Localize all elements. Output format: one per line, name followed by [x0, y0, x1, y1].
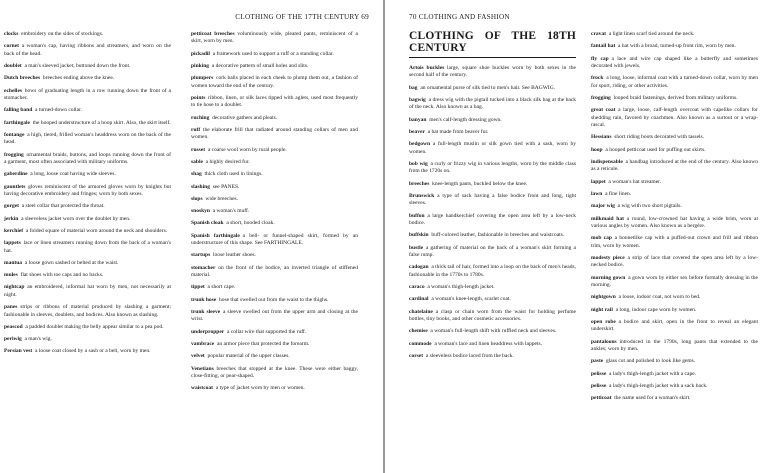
glossary-entry — [591, 75, 758, 90]
glossary-term: frogging — [4, 151, 24, 158]
glossary-entry — [4, 348, 171, 355]
glossary-definition: an armor piece that protected the forearm. — [216, 341, 310, 348]
glossary-term: banyan — [409, 116, 427, 123]
glossary-definition: ribbon, linen, or silk laces tipped with aglets, used most frequently to tie hose to a doublet. — [191, 95, 358, 109]
glossary-entry — [4, 304, 171, 319]
glossary-column — [4, 31, 171, 361]
glossary-definition: a gathering of material on the back of a woman's skirt forming a false rump. — [409, 244, 576, 259]
glossary-term: commode — [409, 340, 432, 347]
right-page — [385, 0, 768, 473]
glossary-definition: a handbag introduced at the end of the century. Also known as a reticule. — [591, 159, 758, 173]
glossary-definition: ornamental braids, buttons, and loops running down the front of a garment, most often associated with military uniforms. — [4, 151, 171, 165]
glossary-entry — [409, 193, 576, 208]
glossary-entry — [191, 51, 358, 58]
glossary-entry — [591, 179, 758, 186]
glossary-entry — [4, 216, 171, 223]
glossary-definition: a round, low-crowned hat having a wide brim, worn at various angles by women. Also known as a bergère. — [591, 215, 758, 229]
glossary-definition: bows of graduating length in a row running down the front of a stomacher. — [4, 87, 171, 101]
glossary-entry — [191, 31, 358, 46]
glossary-entry — [4, 324, 171, 331]
glossary-definition: buff-colored leather, fashionable in breeches and waistcoats. — [431, 232, 565, 239]
glossary-definition: thick cloth used in linings. — [204, 171, 263, 178]
glossary-term: modesty piece — [591, 255, 625, 261]
running-head: 70 CLOTHING AND FASHION — [409, 13, 510, 21]
glossary-term: cadogan — [409, 264, 429, 271]
glossary-term: bob wig — [409, 161, 428, 167]
glossary-entry — [191, 329, 358, 336]
glossary-definition: the name used for a woman's skirt. — [614, 395, 691, 402]
glossary-term: buffskin — [409, 232, 429, 239]
glossary-term: tippet — [191, 284, 205, 291]
glossary-entry — [191, 309, 358, 324]
glossary-entry — [191, 171, 358, 178]
glossary-definition: a woman's lace and linen headdress with lappets. — [434, 340, 542, 347]
glossary-term: echelles — [4, 87, 23, 94]
glossary-term: breeches — [409, 180, 430, 187]
glossary-entry — [191, 284, 358, 291]
glossary-definition: the hooped understructure of a hoop skirt. Also, the skirt itself. — [32, 119, 171, 126]
glossary-definition: a decorative pattern of small holes and slits. — [211, 63, 309, 69]
glossary-column — [591, 31, 758, 408]
glossary-entry — [191, 341, 358, 348]
glossary-definition: a gown worn by either sex before formally dressing in the morning. — [591, 274, 758, 289]
glossary-definition: loose leather shoes. — [213, 252, 256, 259]
glossary-entry — [591, 159, 758, 174]
glossary-definition: a clasp or chain worn from the waist for holding perfume bottles, tiny books, and other cosmetic accessories. — [409, 308, 576, 323]
glossary-term: bedgown — [409, 141, 431, 148]
glossary-definition: a sleeve swelled out from the upper arm and closing at the wrist. — [191, 309, 358, 323]
glossary-entry — [591, 203, 758, 210]
glossary-entry — [591, 235, 758, 250]
glossary-entry — [191, 196, 358, 203]
glossary-definition: an ornamental purse of silk tied to men's hair. See BAGWIG. — [420, 84, 556, 91]
glossary-definition: knee-length pants, buckled below the knee. — [432, 180, 528, 187]
glossary-entry — [191, 159, 358, 166]
glossary-definition: a lady's thigh-length jacket with a cape. — [609, 370, 697, 377]
glossary-definition: a loose coat closed by a sash or a belt, worn by men. — [35, 348, 151, 355]
glossary-entry — [409, 284, 576, 291]
glossary-definition: see PANES. — [212, 183, 240, 190]
glossary-term: kerchief — [4, 227, 24, 234]
glossary-definition: a bodice and skirt, open in the front to reveal an elegant underskirt. — [591, 319, 759, 333]
glossary-term: farthingale — [4, 119, 30, 126]
glossary-entry — [4, 171, 171, 178]
glossary-definition: hose that swelled out from the waist to the thighs. — [218, 296, 329, 303]
glossary-entry — [409, 328, 576, 335]
glossary-entry — [191, 353, 358, 360]
glossary-definition: a sleeveless bodice laced from the back. — [425, 353, 514, 359]
glossary-term: pinking — [191, 63, 210, 69]
glossary-definition: a padded doublet making the belly appear similar to a pea pod. — [25, 323, 164, 330]
glossary-entry — [409, 117, 576, 124]
glossary-entry — [409, 296, 576, 303]
glossary-term: Persian vest — [4, 348, 33, 355]
glossary-term: clocks — [4, 31, 19, 37]
glossary-term: gauntlets — [4, 183, 26, 190]
glossary-term: Venetians — [191, 365, 214, 372]
glossary-entry — [191, 265, 358, 280]
glossary-entry — [591, 383, 758, 390]
glossary-entry — [409, 264, 576, 279]
glossary-term: doublet — [4, 63, 22, 69]
glossary-term: ruff — [191, 127, 201, 133]
glossary-entry — [4, 107, 171, 114]
glossary-entry — [4, 88, 171, 103]
glossary-definition: a bonnetlike cap with a puffed-out crown and frill and ribbon trim, worn by women. — [591, 235, 758, 249]
glossary-definition: popular material of the upper classes. — [207, 353, 290, 360]
glossary-definition: a turned-down collar. — [35, 107, 82, 114]
glossary-definition: a full-length muslin or silk gown tied with a sash, worn by women. — [409, 141, 576, 155]
glossary-entry — [591, 107, 758, 129]
glossary-entry — [191, 297, 358, 304]
glossary-entry — [591, 255, 758, 270]
glossary-definition: wide breeches. — [205, 195, 239, 202]
glossary-definition: embroidery on the sides of stockings. — [21, 31, 104, 37]
glossary-definition: a woman's thigh-length jacket. — [427, 284, 495, 291]
glossary-entry — [4, 260, 171, 267]
glossary-definition: a hat with a broad, turned-up front rim, worn by men. — [618, 43, 736, 50]
glossary-entry — [409, 309, 576, 324]
glossary-entry — [591, 147, 758, 154]
glossary-definition: a woman's knee-length, scarlet coat. — [431, 296, 511, 303]
glossary-entry — [409, 161, 576, 176]
glossary-entry — [591, 319, 758, 334]
glossary-term: milkmaid hat — [591, 215, 624, 222]
entry-list — [409, 65, 576, 360]
glossary-term: chatelaine — [409, 308, 433, 315]
glossary-term: great coat — [591, 107, 616, 114]
glossary-definition: a type of sack having a false bodice front and long, tight sleeves. — [409, 193, 576, 207]
running-head: CLOTHING OF THE 17TH CENTURY 69 — [235, 13, 369, 21]
glossary-term: russet — [191, 146, 206, 153]
glossary-term: fontange — [4, 131, 25, 138]
glossary-definition: cork balls placed in each cheek to plump them out, a fashion of women toward the end of the century. — [191, 75, 358, 89]
glossary-definition: a man's wig. — [24, 336, 52, 343]
glossary-term: pelisse — [591, 370, 607, 377]
glossary-entry — [4, 284, 171, 299]
glossary-term: lappet — [591, 178, 606, 185]
glossary-entry — [409, 141, 576, 156]
glossary-definition: breeches ending above the knee. — [42, 75, 115, 82]
glossary-entry — [591, 216, 758, 231]
glossary-entry — [591, 31, 758, 38]
glossary-entry — [4, 132, 171, 147]
glossary-entry — [4, 228, 171, 235]
glossary-definition: a long, loose coat having wide sleeves. — [30, 171, 116, 178]
glossary-entry — [409, 181, 576, 188]
glossary-entry — [409, 232, 576, 239]
glossary-term: Dutch breeches — [4, 75, 41, 82]
glossary-definition: an embroidered, informal hat worn by men, not necessarily at night. — [4, 284, 171, 298]
glossary-term: gaberdine — [4, 171, 28, 178]
glossary-definition: a coarse wool worn by rural people. — [207, 146, 287, 153]
glossary-definition: a lady's thigh-length jacket with a sack back. — [609, 383, 708, 389]
glossary-entry — [591, 339, 758, 354]
glossary-entry — [4, 43, 171, 58]
glossary-entry — [591, 294, 758, 301]
glossary-entry — [191, 63, 358, 70]
glossary-term: bustle — [409, 244, 424, 251]
left-page — [0, 0, 383, 473]
glossary-definition: a long, indoor cape worn by women. — [615, 306, 697, 313]
glossary-term: falling band — [4, 107, 33, 114]
glossary-term: gorget — [4, 203, 19, 210]
glossary-term: velvet — [191, 353, 205, 360]
glossary-entry — [191, 115, 358, 122]
glossary-term: slashing — [191, 183, 210, 190]
glossary-term: Spanish cloak — [191, 220, 224, 227]
glossary-entry — [409, 341, 576, 348]
glossary-entry — [191, 147, 358, 154]
glossary-definition: a dress wig with the pigtail tucked into a black silk bag at the back of the neck. Also known as a bag. — [409, 97, 576, 111]
glossary-term: vambrace — [191, 341, 215, 348]
glossary-term: fantail hat — [591, 43, 616, 50]
glossary-column — [409, 31, 576, 365]
glossary-definition: men's calf-length dressing gown. — [429, 116, 502, 123]
glossary-entry — [191, 75, 358, 90]
glossary-definition: a folded square of material worn around the neck and shoulders. — [25, 227, 168, 234]
glossary-term: bag — [409, 84, 418, 91]
glossary-term: pickadil — [191, 50, 210, 57]
glossary-term: cravat — [591, 31, 606, 37]
glossary-definition: a fine linen. — [605, 191, 632, 197]
glossary-term: underpropper — [191, 328, 225, 335]
glossary-definition: on the front of the bodice, an inverted triangle of stiffened material. — [191, 264, 358, 279]
glossary-definition: looped braid fastenings, derived from military uniforms. — [613, 95, 738, 101]
glossary-entry — [591, 358, 758, 365]
glossary-entry — [591, 56, 758, 71]
glossary-entry — [4, 120, 171, 127]
glossary-definition: a framework used to support a ruff or a standing collar. — [212, 50, 334, 57]
glossary-definition: a loose gown sashed or belted at the waist. — [24, 259, 119, 266]
glossary-term: Artois buckles — [409, 65, 445, 71]
glossary-term: ruching — [191, 114, 210, 121]
glossary-term: mob cap — [591, 235, 612, 242]
glossary-definition: the elaborate frill that radiated around standing collars of men and women. — [191, 127, 358, 141]
glossary-definition: a lace and wire cap shaped like a butterfly and sometimes decorated with jewels. — [591, 55, 758, 69]
glossary-term: panes — [4, 304, 18, 311]
glossary-term: caraco — [409, 284, 425, 291]
glossary-entry — [4, 31, 171, 38]
glossary-term: plumpers — [191, 75, 214, 82]
glossary-entry — [4, 336, 171, 343]
glossary-term: pelisse — [591, 383, 607, 389]
glossary-term: lappets — [4, 240, 21, 247]
glossary-definition: glass cut and polished to look like gems. — [605, 358, 696, 365]
glossary-term: cardinal — [409, 296, 429, 303]
glossary-entry — [409, 129, 576, 136]
glossary-term: corset — [409, 353, 424, 359]
glossary-term: Brunswick — [409, 193, 435, 199]
glossary-term: buffon — [409, 212, 425, 219]
glossary-definition: a short, hooded cloak. — [226, 220, 275, 227]
glossary-term: frogging — [591, 95, 611, 101]
glossary-definition: a hat made from beaver fur. — [427, 129, 489, 135]
glossary-definition: a strip of lace that covered the open area left by a low-necked bodice. — [591, 255, 758, 269]
glossary-entry — [4, 272, 171, 279]
glossary-entry — [4, 63, 171, 70]
glossary-term: shag — [191, 171, 202, 178]
glossary-entry — [191, 252, 358, 259]
glossary-term: mantua — [4, 259, 23, 266]
glossary-definition: a long, loose, informal coat with a turned-down collar, worn by men for sport, riding, or other activities. — [591, 75, 758, 89]
glossary-term: lawn — [591, 191, 603, 197]
glossary-term: jerkin — [4, 215, 19, 222]
glossary-definition: flat shoes with toe caps and no backs. — [20, 272, 104, 279]
glossary-definition: a curly or frizzy wig in various lengths, worn by the middle class from the 1720s on. — [409, 161, 576, 175]
glossary-term: slops — [191, 195, 203, 202]
glossary-term: beaver — [409, 129, 425, 135]
glossary-term: indispensable — [591, 159, 623, 165]
glossary-definition: large, square shoe buckles worn by both sexes in the second half of the century. — [409, 65, 577, 79]
glossary-term: Hessians — [591, 134, 612, 141]
glossary-term: open robe — [591, 319, 616, 325]
glossary-definition: lace or linen streamers running down from the back of a woman's hat. — [4, 240, 171, 254]
glossary-term: chemise — [409, 328, 428, 335]
glossary-term: snoskyn — [191, 208, 210, 215]
glossary-entry — [191, 233, 358, 248]
glossary-term: mules — [4, 272, 18, 279]
glossary-definition: short riding boots decorated with tassels. — [614, 134, 705, 141]
glossary-term: fly cap — [591, 55, 609, 62]
glossary-term: periwig — [4, 336, 22, 343]
glossary-term: trunk hose — [191, 296, 217, 303]
glossary-entry — [191, 208, 358, 215]
glossary-definition: a woman's hat streamer. — [608, 178, 662, 185]
glossary-definition: a steel collar that protected the throat. — [21, 203, 105, 210]
glossary-entry — [591, 95, 758, 102]
glossary-entry — [4, 152, 171, 167]
glossary-definition: a loose, indoor coat, not worn to bed. — [618, 294, 701, 301]
glossary-entry — [191, 95, 358, 110]
glossary-entry — [191, 220, 358, 227]
glossary-term: nightgown — [591, 294, 616, 301]
glossary-definition: a collar wire that supported the ruff. — [226, 328, 307, 335]
glossary-column — [191, 31, 358, 398]
glossary-term: waistcoat — [191, 385, 213, 392]
glossary-term: paste — [591, 358, 604, 365]
glossary-definition: breeches that stopped at the knee. These were either baggy, close-fitting, or pear-shaped. — [191, 365, 358, 380]
glossary-definition: a sleeveless jacket worn over the doublet by men. — [21, 215, 131, 222]
glossary-definition: a bell- or funnel-shaped skirt, formed by an understructure of this shape. See FARTHINGALE. — [191, 232, 358, 247]
glossary-entry — [591, 43, 758, 50]
glossary-term: startups — [191, 252, 211, 259]
glossary-entry — [591, 371, 758, 378]
glossary-definition: a thick tail of hair, formed into a loop on the back of men's heads, fashionable in the 1770s to 1780s. — [409, 264, 576, 278]
glossary-definition: a woman's muff. — [212, 208, 250, 215]
glossary-entry — [4, 203, 171, 210]
glossary-entry — [409, 97, 576, 112]
glossary-entry — [191, 127, 358, 142]
glossary-entry — [191, 366, 358, 381]
glossary-definition: a hooped petticoat used for puffing out skirts. — [605, 146, 706, 153]
glossary-term: bagwig — [409, 97, 426, 103]
glossary-entry — [409, 245, 576, 260]
glossary-entry — [191, 385, 358, 392]
glossary-definition: a man's sleeved jacket, buttoned down the front. — [24, 63, 131, 69]
glossary-term: stomacher — [191, 264, 216, 271]
glossary-entry — [591, 191, 758, 198]
glossary-definition: voluminously wide, pleated pants, reminiscent of a skirt, worn by men. — [191, 31, 358, 45]
glossary-term: hoop — [591, 146, 603, 153]
glossary-definition: a woman's full-length shift with ruffled neck and sleeves. — [430, 328, 557, 335]
glossary-entry — [591, 307, 758, 314]
glossary-term: points — [191, 95, 206, 101]
glossary-entry — [591, 395, 758, 402]
glossary-term: frock — [591, 75, 604, 82]
glossary-term: peascod — [4, 323, 23, 330]
glossary-term: trunk sleeve — [191, 309, 221, 316]
glossary-entry — [409, 65, 576, 80]
glossary-definition: a light linen scarf tied around the neck. — [608, 31, 695, 37]
glossary-term: Spanish farthingale — [191, 232, 240, 239]
glossary-term: pantaloons — [591, 338, 617, 345]
glossary-definition: a large, loose, calf-length overcoat with capelike collars for shedding rain, favored by coachmen. Also known as a surtout or a wrap-rascal. — [591, 107, 758, 129]
glossary-term: major wig — [591, 203, 615, 210]
glossary-entry — [409, 213, 576, 228]
glossary-term: cornet — [4, 43, 19, 50]
glossary-entry — [191, 184, 358, 191]
glossary-entry — [591, 134, 758, 141]
glossary-entry — [591, 275, 758, 290]
glossary-entry — [4, 75, 171, 82]
glossary-definition: decorative gathers and pleats. — [212, 114, 278, 121]
glossary-definition: gloves reminiscent of the armored gloves worn by knights but having decorative embroidery and fringes; worn by both sexes. — [4, 183, 171, 197]
glossary-term: sable — [191, 159, 203, 165]
glossary-term: petticoat — [591, 395, 612, 402]
glossary-term: night rail — [591, 306, 613, 313]
glossary-entry — [4, 184, 171, 199]
glossary-definition: a high, tiered, frilled woman's headdress worn on the back of the head. — [4, 131, 171, 146]
glossary-term: petticoat breeches — [191, 31, 235, 37]
glossary-entry — [4, 240, 171, 255]
glossary-definition: a type of jacket worn by men or women. — [215, 385, 305, 392]
glossary-definition: a large handkerchief covering the open area left by a low-neck bodice. — [409, 212, 576, 227]
glossary-term: nightcap — [4, 284, 25, 291]
chapter-title: CLOTHING OF THE 18TH CENTURY — [409, 31, 576, 58]
glossary-entry — [409, 85, 576, 92]
glossary-entry — [409, 353, 576, 360]
glossary-definition: a highly desired fur. — [205, 159, 250, 165]
glossary-definition: strips or ribbons of material produced by slashing a garment; fashionable in sleeves, doublets, and bodices. Also known as slashing. — [4, 304, 171, 318]
glossary-term: morning gown — [591, 274, 626, 281]
glossary-definition: a woman's cap, having ribbons and streamers, and worn on the back of the head. — [4, 43, 171, 57]
glossary-definition: a short cape. — [207, 284, 236, 291]
glossary-definition: a wig with two short pigtails. — [617, 203, 682, 210]
glossary-definition: introduced in the 1790s, long pants that extended to the ankles; worn by men. — [591, 338, 758, 353]
